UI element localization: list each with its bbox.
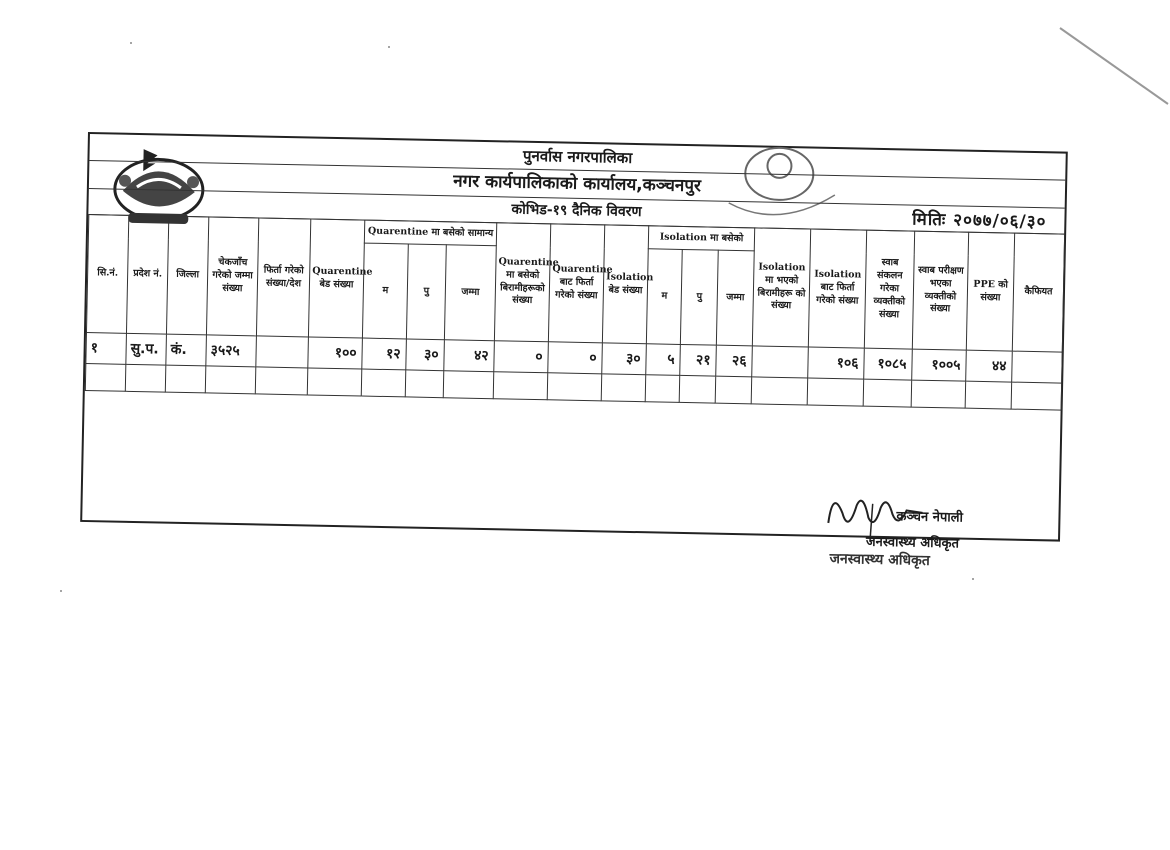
- table-cell: १००: [308, 337, 363, 369]
- table-cell: ४२: [444, 340, 495, 372]
- table-cell: ५: [646, 344, 681, 376]
- col-header: PPE को संख्या: [966, 232, 1014, 351]
- table-cell: ३०: [406, 339, 445, 371]
- signatory-name: कञ्चन नेपाली: [896, 509, 964, 526]
- table-cell: ३५२५: [206, 335, 257, 367]
- table-cell: १०६: [808, 347, 865, 379]
- table-cell: १२: [362, 338, 407, 370]
- group-header-quarantine: Quarentine मा बसेको सामान्य: [364, 220, 496, 246]
- scan-speck: [388, 46, 390, 48]
- office-name: नगर कार्यपालिकाको कार्यालय,कञ्चनपुर: [89, 160, 1065, 209]
- table-cell: १०८५: [864, 348, 913, 380]
- report-title: कोभिड-१९ दैनिक विवरण: [88, 188, 1064, 235]
- table-cell: १००५: [912, 349, 967, 381]
- table-cell: ०: [548, 342, 603, 374]
- covid-report-table: [85, 214, 1065, 411]
- col-header: म: [646, 249, 682, 345]
- table-cell: १: [86, 333, 127, 365]
- col-header: स्वाब संकलन गरेका व्यक्तीको संख्या: [864, 230, 914, 349]
- table-cell: २६: [716, 345, 753, 377]
- report-sheet: [80, 132, 1068, 569]
- col-header: फिर्ता गरेको संख्या/देश: [256, 218, 310, 337]
- scan-edge-mark: [1050, 18, 1170, 108]
- col-header: चेकजाँच गरेको जम्मा संख्या: [206, 217, 258, 336]
- col-header: पु: [406, 244, 446, 340]
- signatory-title: जनस्वास्थ्य अधिकृत: [865, 534, 960, 552]
- table-cell: सु.प.: [126, 333, 167, 365]
- table-cell: २१: [680, 344, 717, 376]
- report-date: मितिः २०७७/०६/३०: [912, 209, 1047, 233]
- col-header: कैफियत: [1012, 233, 1064, 352]
- col-header: सि.नं.: [86, 215, 128, 334]
- col-header: जम्मा: [444, 245, 496, 341]
- col-header: प्रदेश नं.: [126, 215, 168, 334]
- col-header: जम्मा: [716, 250, 754, 346]
- col-header: Isolation बाट फिर्ता गरेको संख्या: [808, 229, 866, 348]
- municipality-name: पुनर्वास नगरपालिका: [89, 134, 1065, 181]
- col-header: Isolation मा भएको बिरामीहरू को संख्या: [752, 228, 810, 347]
- col-header: म: [362, 243, 408, 339]
- col-header: Quarentine मा बसेको बिरामीहरूको संख्या: [494, 223, 550, 342]
- signatory-stamp: जनस्वास्थ्य अधिकृत: [829, 550, 930, 569]
- col-header: जिल्ला: [166, 216, 208, 335]
- scan-speck: [972, 578, 974, 580]
- col-header: Isolation बेड संख्या: [602, 225, 648, 344]
- col-header: पु: [680, 249, 718, 345]
- col-header: स्वाब परीक्षण भएका व्यक्तीको संख्या: [912, 231, 968, 350]
- scan-speck: [130, 42, 132, 44]
- table-cell: ४४: [966, 350, 1013, 382]
- table-cell: [752, 346, 809, 378]
- table-cell: ०: [494, 341, 549, 373]
- col-header: Quarentine बाट फिर्ता गरेको संख्या: [548, 224, 604, 343]
- table-cell: कं.: [166, 334, 207, 366]
- table-cell: ३०: [602, 343, 647, 375]
- col-header: Quarentine बेड संख्या: [308, 219, 364, 338]
- table-cell: [1012, 351, 1063, 383]
- scan-speck: [60, 590, 62, 592]
- signature-block: [821, 497, 1053, 582]
- group-header-isolation: Isolation मा बसेको: [648, 226, 754, 251]
- table-cell: [256, 336, 309, 368]
